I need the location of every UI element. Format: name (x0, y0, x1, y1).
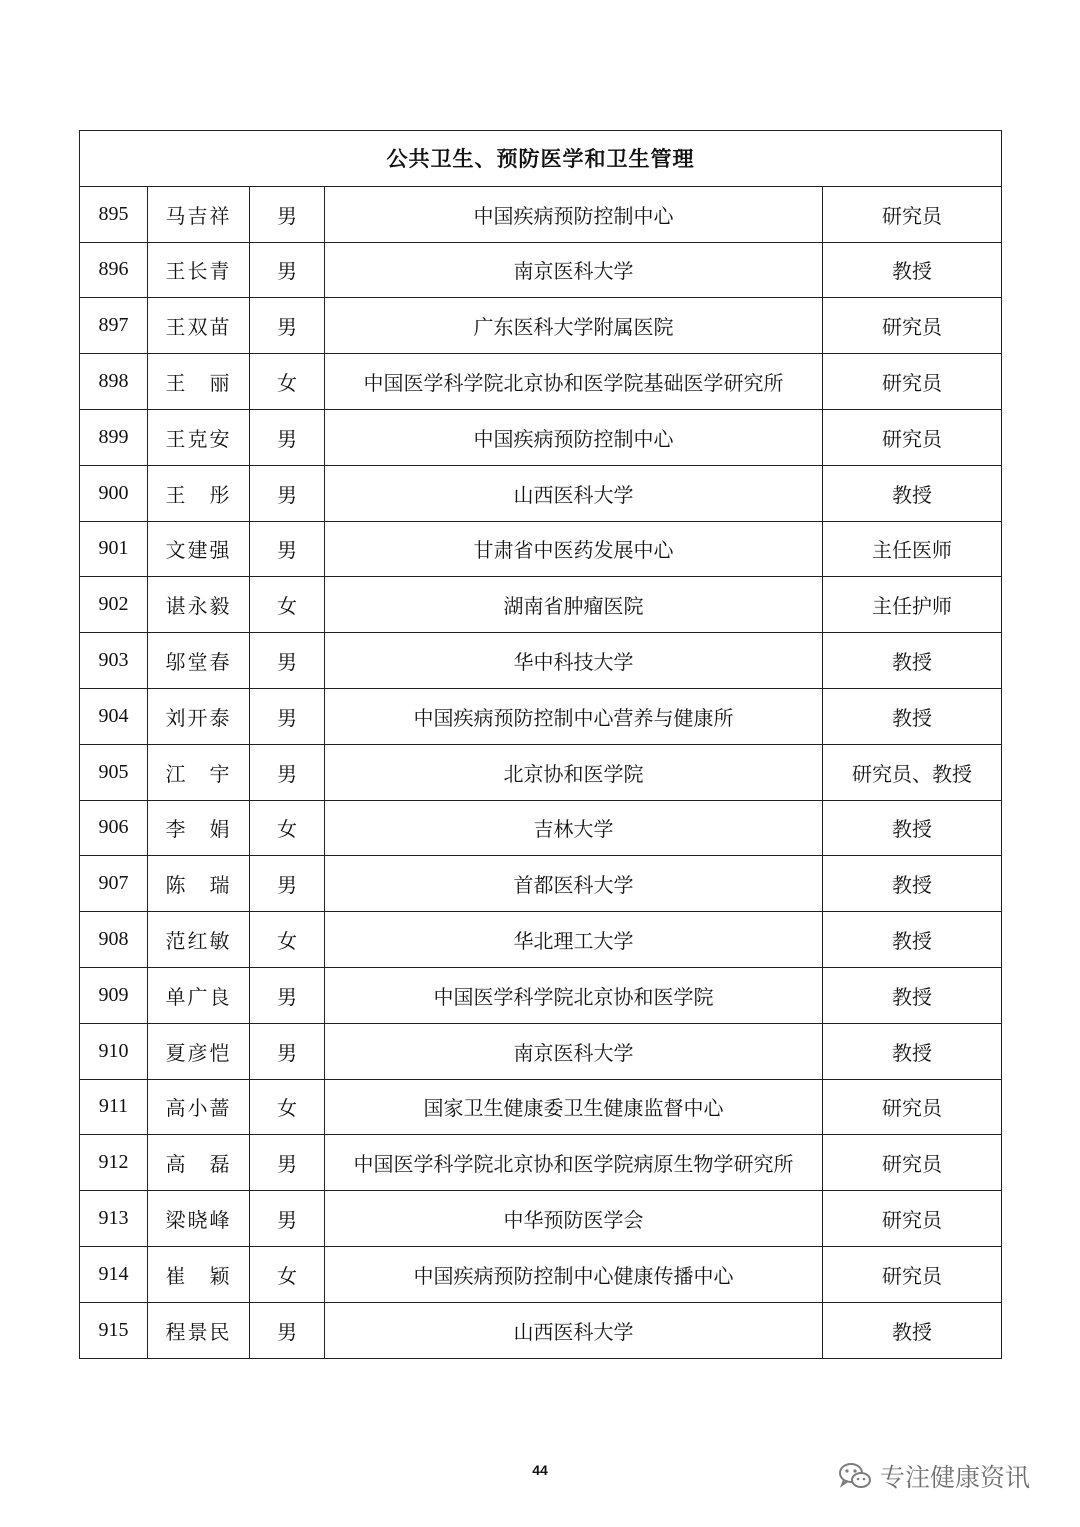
gender: 男 (250, 409, 325, 465)
gender: 男 (250, 633, 325, 689)
serial-number: 896 (80, 242, 148, 298)
serial-number: 912 (80, 1135, 148, 1191)
professional-title: 教授 (823, 1023, 1002, 1079)
professional-title: 研究员 (823, 186, 1002, 242)
person-name: 范红敏 (148, 912, 250, 968)
organization: 首都医科大学 (325, 856, 823, 912)
person-name: 王 丽 (148, 354, 250, 410)
organization: 中国疾病预防控制中心营养与健康所 (325, 688, 823, 744)
organization: 广东医科大学附属医院 (325, 298, 823, 354)
table-row (80, 1246, 1002, 1302)
table-row (80, 967, 1002, 1023)
gender: 男 (250, 1135, 325, 1191)
serial-number: 906 (80, 800, 148, 856)
gender: 男 (250, 521, 325, 577)
organization: 中国疾病预防控制中心 (325, 186, 823, 242)
gender: 男 (250, 688, 325, 744)
person-name: 邬堂春 (148, 633, 250, 689)
gender: 男 (250, 1023, 325, 1079)
organization: 中国疾病预防控制中心 (325, 409, 823, 465)
serial-number: 898 (80, 354, 148, 410)
serial-number: 909 (80, 967, 148, 1023)
organization: 甘肃省中医药发展中心 (325, 521, 823, 577)
professional-title: 教授 (823, 800, 1002, 856)
serial-number: 907 (80, 856, 148, 912)
table-row (80, 800, 1002, 856)
person-name: 王长青 (148, 242, 250, 298)
table-row (80, 633, 1002, 689)
table-row (80, 298, 1002, 354)
person-name: 单广良 (148, 967, 250, 1023)
serial-number: 914 (80, 1246, 148, 1302)
person-name: 王 彤 (148, 465, 250, 521)
table-row (80, 409, 1002, 465)
organization: 山西医科大学 (325, 1302, 823, 1358)
table-row (80, 1135, 1002, 1191)
gender: 男 (250, 465, 325, 521)
organization: 吉林大学 (325, 800, 823, 856)
serial-number: 913 (80, 1191, 148, 1247)
roster-body (80, 131, 1002, 1359)
professional-title: 教授 (823, 967, 1002, 1023)
organization: 中国医学科学院北京协和医学院 (325, 967, 823, 1023)
gender: 女 (250, 354, 325, 410)
person-name: 程景民 (148, 1302, 250, 1358)
professional-title: 研究员 (823, 1079, 1002, 1135)
serial-number: 903 (80, 633, 148, 689)
table-row (80, 465, 1002, 521)
person-name: 李 娟 (148, 800, 250, 856)
section-header-row (80, 131, 1002, 187)
professional-title: 主任医师 (823, 521, 1002, 577)
gender: 女 (250, 1079, 325, 1135)
professional-title: 教授 (823, 856, 1002, 912)
professional-title: 教授 (823, 912, 1002, 968)
professional-title: 教授 (823, 465, 1002, 521)
serial-number: 910 (80, 1023, 148, 1079)
professional-title: 研究员 (823, 409, 1002, 465)
professional-title: 研究员 (823, 298, 1002, 354)
serial-number: 904 (80, 688, 148, 744)
wechat-icon (838, 1461, 872, 1491)
professional-title: 研究员 (823, 1135, 1002, 1191)
professional-title: 研究员、教授 (823, 744, 1002, 800)
organization: 中国疾病预防控制中心健康传播中心 (325, 1246, 823, 1302)
organization: 湖南省肿瘤医院 (325, 577, 823, 633)
professional-title: 教授 (823, 242, 1002, 298)
organization: 华北理工大学 (325, 912, 823, 968)
organization: 中华预防医学会 (325, 1191, 823, 1247)
organization: 国家卫生健康委卫生健康监督中心 (325, 1079, 823, 1135)
table-row (80, 856, 1002, 912)
organization: 华中科技大学 (325, 633, 823, 689)
table-row (80, 1023, 1002, 1079)
gender: 女 (250, 800, 325, 856)
gender: 男 (250, 186, 325, 242)
table-row (80, 242, 1002, 298)
person-name: 王克安 (148, 409, 250, 465)
serial-number: 901 (80, 521, 148, 577)
table-row (80, 521, 1002, 577)
person-name: 高 磊 (148, 1135, 250, 1191)
organization: 北京协和医学院 (325, 744, 823, 800)
table-row (80, 1302, 1002, 1358)
table-row (80, 744, 1002, 800)
gender: 男 (250, 1302, 325, 1358)
person-name: 夏彦恺 (148, 1023, 250, 1079)
serial-number: 908 (80, 912, 148, 968)
gender: 男 (250, 856, 325, 912)
serial-number: 895 (80, 186, 148, 242)
gender: 女 (250, 577, 325, 633)
gender: 男 (250, 744, 325, 800)
person-name: 梁晓峰 (148, 1191, 250, 1247)
gender: 男 (250, 242, 325, 298)
roster-table (79, 130, 1002, 1359)
table-row (80, 186, 1002, 242)
table-row (80, 688, 1002, 744)
person-name: 谌永毅 (148, 577, 250, 633)
person-name: 文建强 (148, 521, 250, 577)
serial-number: 902 (80, 577, 148, 633)
person-name: 江 宇 (148, 744, 250, 800)
page-number: 44 (532, 1462, 548, 1478)
professional-title: 研究员 (823, 1246, 1002, 1302)
gender: 女 (250, 912, 325, 968)
watermark-text: 专注健康资讯 (880, 1463, 1031, 1492)
serial-number: 905 (80, 744, 148, 800)
organization: 山西医科大学 (325, 465, 823, 521)
person-name: 马吉祥 (148, 186, 250, 242)
person-name: 高小蔷 (148, 1079, 250, 1135)
person-name: 陈 瑞 (148, 856, 250, 912)
table-row (80, 577, 1002, 633)
person-name: 刘开泰 (148, 688, 250, 744)
professional-title: 主任护师 (823, 577, 1002, 633)
organization: 中国医学科学院北京协和医学院病原生物学研究所 (325, 1135, 823, 1191)
serial-number: 897 (80, 298, 148, 354)
serial-number: 900 (80, 465, 148, 521)
serial-number: 911 (80, 1079, 148, 1135)
gender: 男 (250, 1191, 325, 1247)
watermark (838, 1458, 1030, 1494)
serial-number: 915 (80, 1302, 148, 1358)
professional-title: 教授 (823, 1302, 1002, 1358)
table-row (80, 1191, 1002, 1247)
gender: 男 (250, 967, 325, 1023)
professional-title: 研究员 (823, 1191, 1002, 1247)
professional-title: 研究员 (823, 354, 1002, 410)
gender: 男 (250, 298, 325, 354)
organization: 南京医科大学 (325, 242, 823, 298)
section-title: 公共卫生、预防医学和卫生管理 (80, 131, 1002, 187)
person-name: 崔 颖 (148, 1246, 250, 1302)
table-row (80, 354, 1002, 410)
table-row (80, 912, 1002, 968)
person-name: 王双苗 (148, 298, 250, 354)
organization: 中国医学科学院北京协和医学院基础医学研究所 (325, 354, 823, 410)
gender: 女 (250, 1246, 325, 1302)
organization: 南京医科大学 (325, 1023, 823, 1079)
table-row (80, 1079, 1002, 1135)
serial-number: 899 (80, 409, 148, 465)
professional-title: 教授 (823, 688, 1002, 744)
professional-title: 教授 (823, 633, 1002, 689)
